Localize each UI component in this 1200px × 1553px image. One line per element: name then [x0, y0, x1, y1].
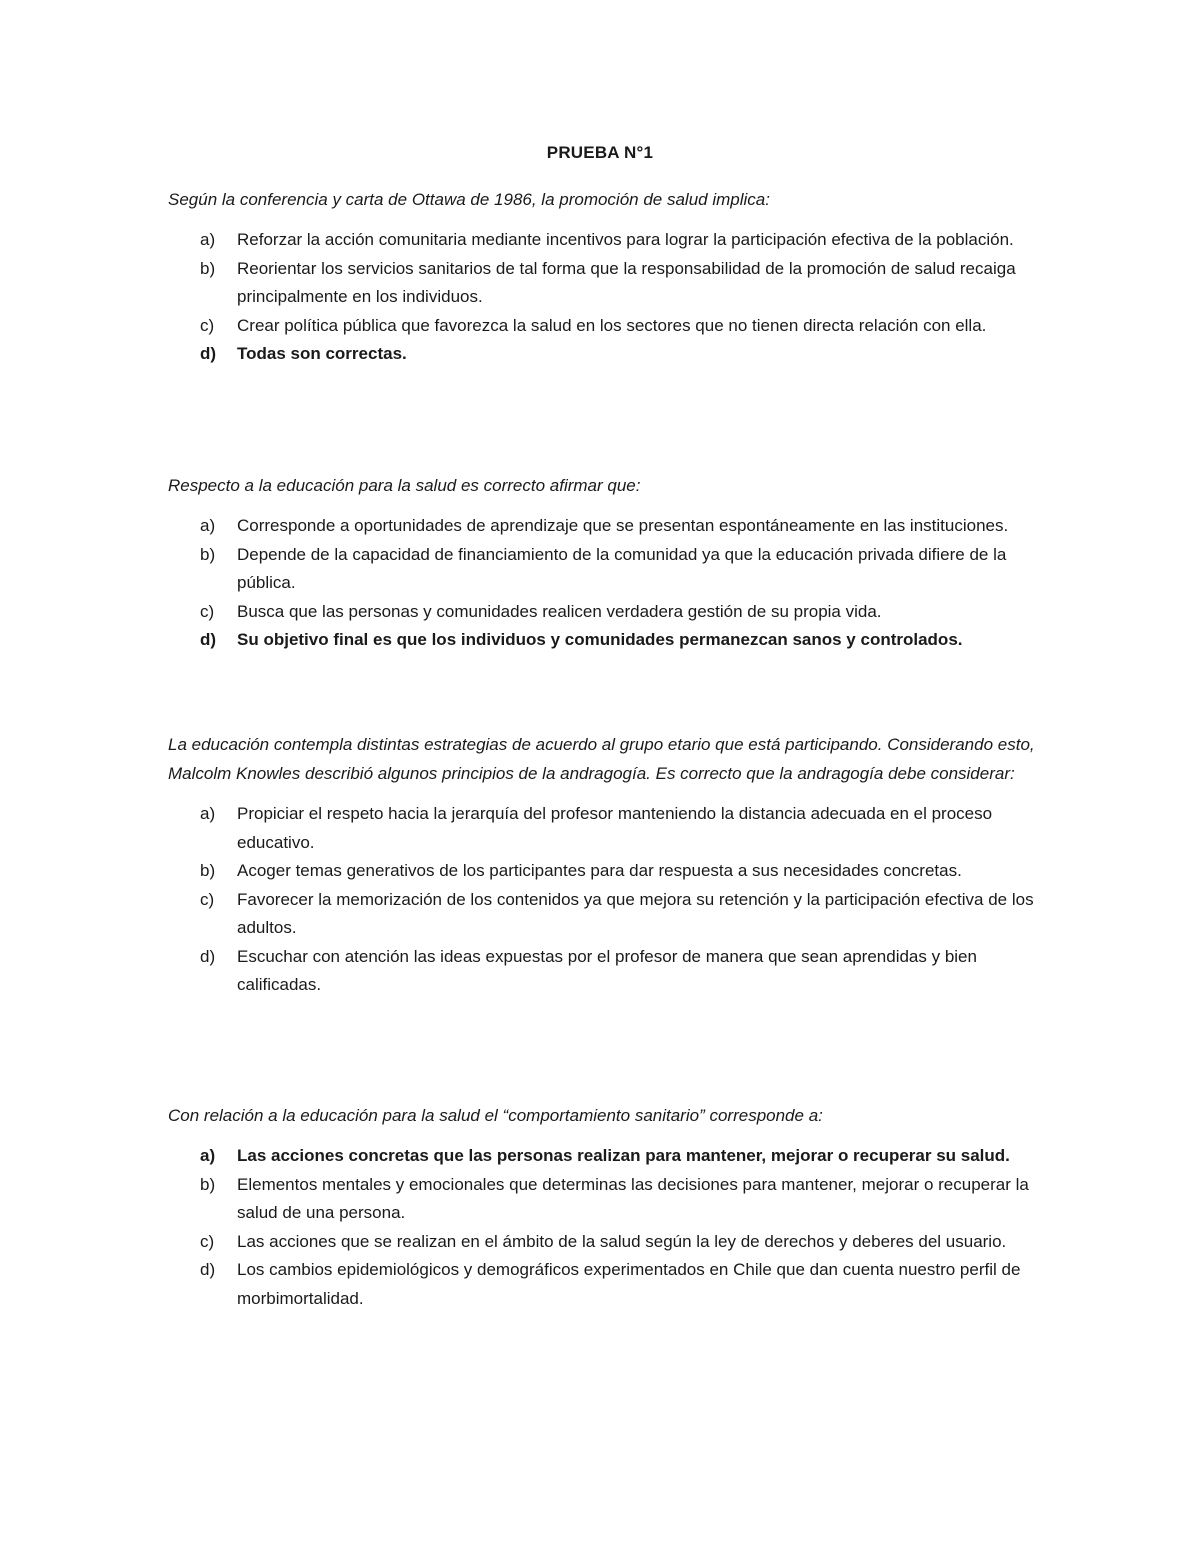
- option-a: [168, 800, 1038, 857]
- question-1: [168, 185, 1038, 369]
- option-text: Busca que las personas y comunidades realicen verdadera gestión de su propia vida.: [237, 601, 882, 621]
- option-letter: a): [200, 516, 216, 535]
- option-text: Todas son correctas.: [237, 344, 407, 363]
- option-text: Las acciones concretas que las personas realizan para mantener, mejorar o recuperar su salud.: [237, 1146, 1010, 1165]
- option-letter: a): [200, 804, 216, 823]
- question-2: [168, 471, 1038, 655]
- question-3: [168, 730, 1038, 1000]
- option-text: Los cambios epidemiológicos y demográficos experimentados en Chile que dan cuenta nuestro perfil de morbimortalidad.: [237, 1260, 1021, 1308]
- option-text: Depende de la capacidad de financiamiento de la comunidad ya que la educación privada difiere de la pública.: [237, 544, 1007, 592]
- question-prompt: Respecto a la educación para la salud es correcto afirmar que:: [168, 476, 641, 495]
- option-letter: d): [200, 630, 217, 649]
- option-letter: b): [200, 861, 216, 880]
- option-letter: c): [200, 1231, 215, 1251]
- option-d: [168, 1256, 1038, 1313]
- option-text: Favorecer la memorización de los contenidos ya que mejora su retención y la participación efectiva de los adultos.: [237, 889, 1034, 937]
- option-text: Escuchar con atención las ideas expuestas por el profesor de manera que sean aprendidas y bien calificadas.: [237, 946, 977, 994]
- option-a: [168, 226, 1038, 255]
- option-letter: a): [200, 1146, 216, 1165]
- option-text: Acoger temas generativos de los participantes para dar respuesta a sus necesidades concretas.: [237, 861, 962, 880]
- option-b: [168, 255, 1038, 312]
- option-list: [168, 512, 1038, 655]
- option-c: [168, 1228, 1038, 1257]
- option-letter: a): [200, 230, 216, 249]
- option-text: Reforzar la acción comunitaria mediante incentivos para lograr la participación efectiva de la población.: [237, 230, 1014, 249]
- option-letter: d): [200, 946, 216, 966]
- question-4: [168, 1101, 1038, 1313]
- document-title: PRUEBA N°1: [546, 143, 654, 162]
- option-d: [168, 340, 1038, 369]
- option-c: [168, 886, 1038, 943]
- option-d: [168, 943, 1038, 1000]
- option-list: [168, 800, 1038, 1000]
- option-letter: c): [200, 315, 215, 335]
- option-text: Las acciones que se realizan en el ámbito de la salud según la ley de derechos y deberes del usuario.: [237, 1231, 1007, 1251]
- option-letter: d): [200, 1260, 216, 1279]
- option-text: Crear política pública que favorezca la salud en los sectores que no tienen directa relación con ella.: [237, 315, 987, 335]
- question-prompt: Según la conferencia y carta de Ottawa de 1986, la promoción de salud implica:: [168, 190, 770, 209]
- option-a: [168, 512, 1038, 541]
- option-list: [168, 226, 1038, 369]
- option-c: [168, 312, 1038, 341]
- option-b: [168, 541, 1038, 598]
- option-letter: b): [200, 544, 216, 564]
- option-letter: b): [200, 258, 216, 278]
- option-letter: b): [200, 1174, 216, 1194]
- option-d: [168, 626, 1038, 655]
- option-letter: d): [200, 344, 217, 363]
- option-letter: c): [200, 601, 215, 621]
- option-letter: c): [200, 889, 215, 909]
- option-c: [168, 598, 1038, 627]
- option-b: [168, 1171, 1038, 1228]
- option-text: Su objetivo final es que los individuos y comunidades permanezcan sanos y controlados.: [237, 630, 963, 649]
- option-a: [168, 1142, 1038, 1171]
- question-prompt: Con relación a la educación para la salud el “comportamiento sanitario” corresponde a:: [168, 1106, 823, 1125]
- option-text: Propiciar el respeto hacia la jerarquía del profesor manteniendo la distancia adecuada en el proceso educativo.: [237, 804, 993, 852]
- option-b: [168, 857, 1038, 886]
- option-list: [168, 1142, 1038, 1313]
- question-prompt: La educación contempla distintas estrategias de acuerdo al grupo etario que está participando. Considerando esto, Malcolm Knowles describió algunos principios de la andragogía. Es correcto que la andragogía debe considerar:: [168, 735, 1035, 783]
- option-text: Elementos mentales y emocionales que determinas las decisiones para mantener, mejorar o recuperar la salud de una persona.: [237, 1174, 1029, 1222]
- option-text: Reorientar los servicios sanitarios de tal forma que la responsabilidad de la promoción de salud recaiga principalmente en los individuos.: [237, 258, 1016, 306]
- option-text: Corresponde a oportunidades de aprendizaje que se presentan espontáneamente en las instituciones.: [237, 516, 1009, 535]
